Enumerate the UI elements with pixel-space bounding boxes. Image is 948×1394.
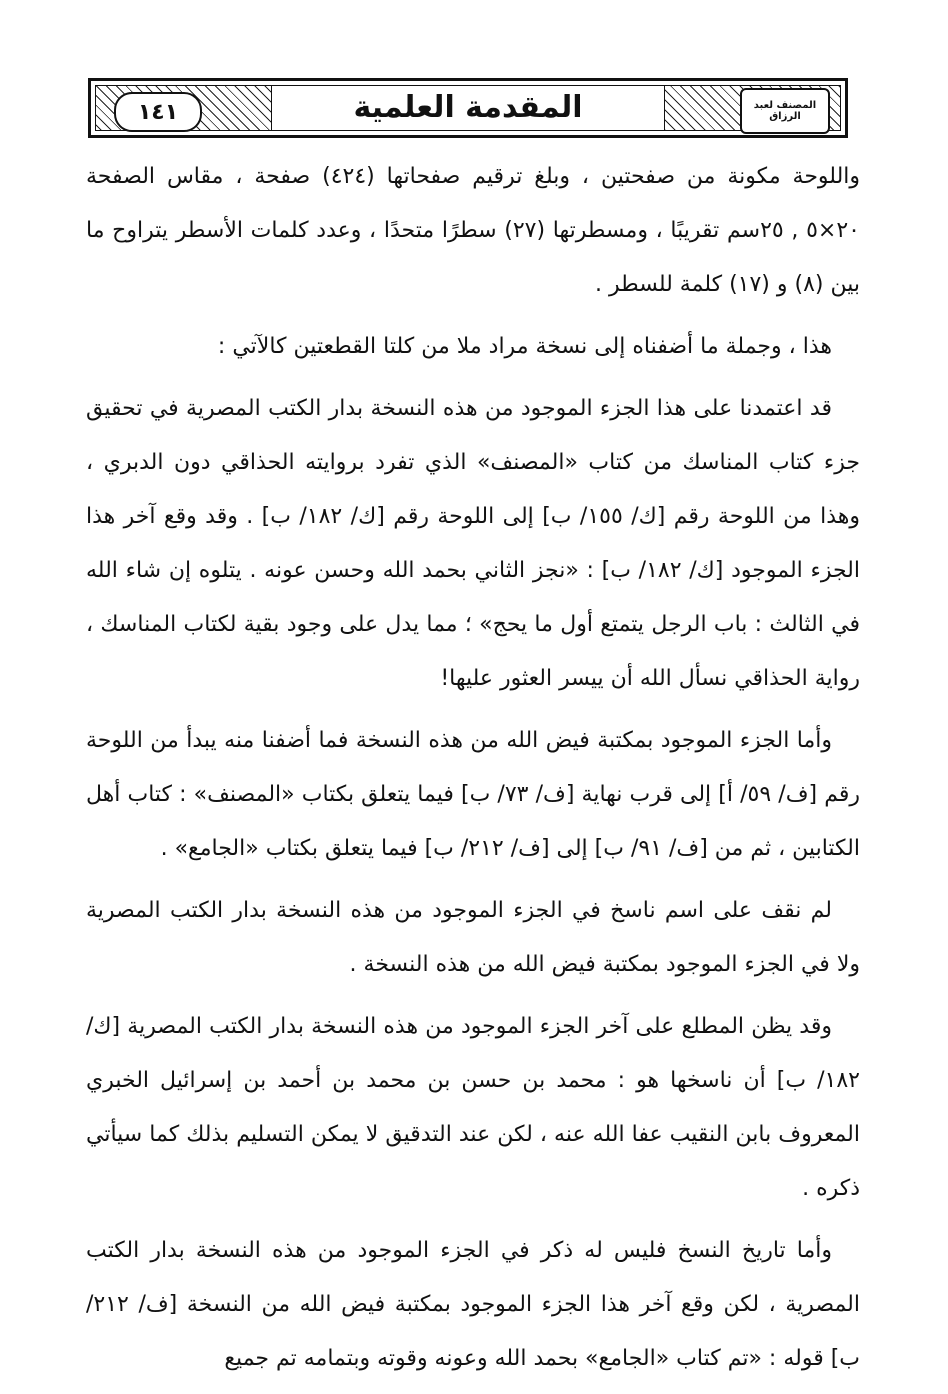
- paragraph: قد اعتمدنا على هذا الجزء الموجود من هذه النسخة بدار الكتب المصرية في تحقيق جزء كتاب المناسك من كتاب «المصنف» الذي تفرد بروايته الحذاقي دون الدبري ، وهذا من اللوحة رقم [ك/ ١٥٥/ ب] إلى اللوحة رقم [ك/ ١٨٢/ ب] . وقد وقع آخر هذا الجزء الموجود [ك/ ١٨٢/ ب] : «نجز الثاني بحمد الله وحسن عونه . يتلوه إن شاء الله في الثالث : باب الرجل يتمتع أول ما يحج» ؛ مما يدل على وجود بقية لكتاب المناسك ، رواية الحذاقي نسأل الله أن ييسر العثور عليها!: [86, 396, 861, 691]
- paragraph: هذا ، وجملة ما أضفناه إلى نسخة مراد ملا من كلتا القطعتين كالآتي :: [217, 334, 832, 359]
- paragraph: وأما تاريخ النسخ فليس له ذكر في الجزء الموجود من هذه النسخة بدار الكتب المصرية ، لكن وقع آخر هذا الجزء الموجود بمكتبة فيض الله من النسخة [ف/ ٢١٢/ ب] قوله : «تم كتاب «الجامع» بحمد الله وعونه وقوته وبتمامه تم جميع: [86, 1238, 860, 1371]
- section-title: المقدمة العلمية: [353, 90, 583, 125]
- page-number: ١٤١: [137, 99, 179, 125]
- header-title-frame: [271, 86, 665, 130]
- paragraph: وقد يظن المطلع على آخر الجزء الموجود من هذه النسخة بدار الكتب المصرية [ك/ ١٨٢/ ب] أن ناسخها هو : محمد بن حسن بن محمد بن أحمد بن إسرائيل الخبري المعروف بابن النقيب عفا الله عنه ، لكن عند التدقيق لا يمكن التسليم بذلك كما سيأتي ذكره .: [86, 1014, 860, 1201]
- paragraph: لم نقف على اسم ناسخ في الجزء الموجود من هذه النسخة بدار الكتب المصرية ولا في الجزء الموجود بمكتبة فيض الله من هذه النسخة .: [86, 898, 860, 977]
- page-header: [88, 78, 848, 138]
- page-number-frame: [114, 92, 202, 132]
- paragraph: واللوحة مكونة من صفحتين ، وبلغ ترقيم صفحاتها (٤٢٤) صفحة ، مقاس الصفحة ٢٠×٥ , ٢٥سم تقريبًا ، ومسطرتها (٢٧) سطرًا متحدًا ، وعدد كلمات الأسطر يتراوح ما بين (٨) و (١٧) كلمة للسطر .: [86, 164, 861, 297]
- paragraph: وأما الجزء الموجود بمكتبة فيض الله من هذه النسخة فما أضفنا منه يبدأ من اللوحة رقم [ف/ ٥٩/ أ] إلى قرب نهاية [ف/ ٧٣/ ب] فيما يتعلق بكتاب «المصنف» : كتاب أهل الكتابين ، ثم من [ف/ ٩١/ ب] إلى [ف/ ٢١٢/ ب] فيما يتعلق بكتاب «الجامع» .: [86, 728, 860, 861]
- ornamental-border: [95, 85, 841, 131]
- seal-text: المصنف لعبد الرزاق: [753, 100, 817, 122]
- body-text: [86, 150, 860, 1394]
- book-seal-icon: [740, 88, 830, 134]
